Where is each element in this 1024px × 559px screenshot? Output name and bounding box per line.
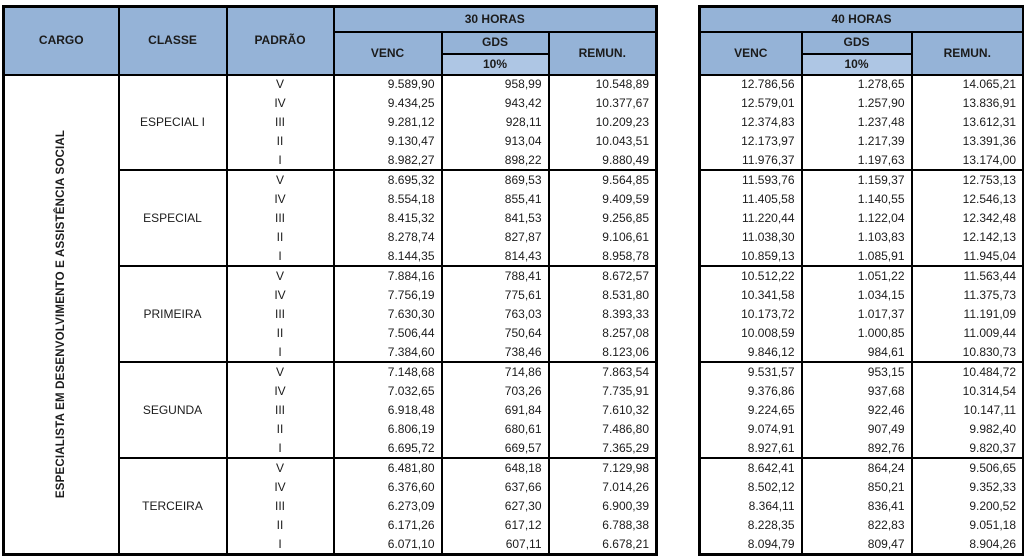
table-row	[4, 75, 657, 94]
gds-40-cell: 1.034,15	[802, 286, 912, 305]
remun-40-cell: 12.546,13	[912, 190, 1024, 209]
remun-40-cell: 13.391,36	[912, 132, 1024, 151]
remun-30-cell: 7.014,26	[549, 477, 657, 496]
remun-30-cell: 7.129,98	[549, 458, 657, 477]
remun-30-cell: 7.610,32	[549, 401, 657, 420]
table-row	[700, 535, 1024, 554]
remun-40-cell: 10.147,11	[912, 401, 1024, 420]
remun-30-cell: 8.393,33	[549, 305, 657, 324]
remun-40-cell: 12.342,48	[912, 209, 1024, 228]
col-header-padrao: PADRÃO	[227, 7, 334, 75]
venc-40-cell: 8.228,35	[700, 516, 802, 535]
gds-30-cell: 607,11	[442, 535, 549, 554]
gds-30-cell: 637,66	[442, 477, 549, 496]
remun-40-cell: 8.904,26	[912, 535, 1024, 554]
padrao-cell: III	[227, 497, 334, 516]
remun-40-cell: 9.506,65	[912, 458, 1024, 477]
table-row	[700, 209, 1024, 228]
gds-40-cell: 850,21	[802, 477, 912, 496]
padrao-cell: I	[227, 439, 334, 458]
gds-30-cell: 750,64	[442, 324, 549, 343]
remun-30-cell: 6.678,21	[549, 535, 657, 554]
remun-40-cell: 9.982,40	[912, 420, 1024, 439]
venc-30-cell: 9.589,90	[334, 75, 442, 94]
venc-40-cell: 10.859,13	[700, 247, 802, 266]
gds-40-cell: 1.217,39	[802, 132, 912, 151]
gds-40-cell: 1.051,22	[802, 266, 912, 285]
gds-30-cell: 827,87	[442, 228, 549, 247]
padrao-cell: V	[227, 266, 334, 285]
remun-40-cell: 9.352,33	[912, 477, 1024, 496]
gds-30-cell: 898,22	[442, 151, 549, 170]
table-row	[700, 516, 1024, 535]
gds-30-cell: 627,30	[442, 497, 549, 516]
remun-30-cell: 8.123,06	[549, 343, 657, 362]
gds-30-cell: 928,11	[442, 113, 549, 132]
venc-40-cell: 9.846,12	[700, 343, 802, 362]
gds-40-cell: 1.237,48	[802, 113, 912, 132]
gds-40-cell: 907,49	[802, 420, 912, 439]
gds-30-cell: 913,04	[442, 132, 549, 151]
venc-40-cell: 8.502,12	[700, 477, 802, 496]
venc-30-cell: 8.144,35	[334, 247, 442, 266]
padrao-cell: II	[227, 420, 334, 439]
remun-30-cell: 9.106,61	[549, 228, 657, 247]
remun-30-cell: 7.486,80	[549, 420, 657, 439]
padrao-cell: IV	[227, 382, 334, 401]
venc-30-cell: 6.171,26	[334, 516, 442, 535]
table-row	[700, 132, 1024, 151]
venc-40-cell: 9.224,65	[700, 401, 802, 420]
table-row	[700, 458, 1024, 477]
classe-cell: SEGUNDA	[119, 362, 227, 458]
col-header-venc-30: VENC	[334, 32, 442, 75]
table-row	[700, 266, 1024, 285]
venc-30-cell: 7.630,30	[334, 305, 442, 324]
cargo-vertical-label: ESPECIALISTA EM DESENVOLVIMENTO E ASSISTÊNCIA SOCIAL	[55, 129, 68, 499]
classe-cell: PRIMEIRA	[119, 266, 227, 362]
remun-40-cell: 9.820,37	[912, 439, 1024, 458]
remun-40-cell: 12.753,13	[912, 170, 1024, 189]
venc-40-cell: 9.074,91	[700, 420, 802, 439]
table-row	[700, 305, 1024, 324]
venc-40-cell: 12.786,56	[700, 75, 802, 94]
remun-40-cell: 11.563,44	[912, 266, 1024, 285]
remun-30-cell: 9.256,85	[549, 209, 657, 228]
remun-40-cell: 12.142,13	[912, 228, 1024, 247]
col-header-gds-pct-30: 10%	[442, 54, 549, 75]
padrao-cell: IV	[227, 190, 334, 209]
col-header-gds-30: GDS	[442, 32, 549, 54]
venc-30-cell: 6.376,60	[334, 477, 442, 496]
gds-30-cell: 943,42	[442, 94, 549, 113]
gds-40-cell: 922,46	[802, 401, 912, 420]
venc-30-cell: 7.506,44	[334, 324, 442, 343]
padrao-cell: I	[227, 343, 334, 362]
gds-30-cell: 814,43	[442, 247, 549, 266]
table-row	[700, 170, 1024, 189]
gds-30-cell: 648,18	[442, 458, 549, 477]
col-header-gds-40: GDS	[802, 32, 912, 54]
remun-40-cell: 13.174,00	[912, 151, 1024, 170]
gds-40-cell: 1.122,04	[802, 209, 912, 228]
table-row	[700, 324, 1024, 343]
remun-40-cell: 9.051,18	[912, 516, 1024, 535]
gds-30-cell: 958,99	[442, 75, 549, 94]
venc-40-cell: 11.038,30	[700, 228, 802, 247]
table-row	[700, 113, 1024, 132]
venc-30-cell: 7.148,68	[334, 362, 442, 381]
venc-40-cell: 10.341,58	[700, 286, 802, 305]
remun-30-cell: 8.672,57	[549, 266, 657, 285]
table-row	[700, 420, 1024, 439]
padrao-cell: I	[227, 535, 334, 554]
gds-40-cell: 1.278,65	[802, 75, 912, 94]
gds-30-cell: 703,26	[442, 382, 549, 401]
remun-30-cell: 10.043,51	[549, 132, 657, 151]
gds-40-cell: 864,24	[802, 458, 912, 477]
venc-30-cell: 9.130,47	[334, 132, 442, 151]
padrao-cell: III	[227, 305, 334, 324]
venc-30-cell: 8.695,32	[334, 170, 442, 189]
padrao-cell: IV	[227, 477, 334, 496]
venc-40-cell: 10.173,72	[700, 305, 802, 324]
table-row	[700, 75, 1024, 94]
padrao-cell: V	[227, 170, 334, 189]
remun-40-cell: 10.830,73	[912, 343, 1024, 362]
venc-30-cell: 6.806,19	[334, 420, 442, 439]
remun-40-cell: 10.484,72	[912, 362, 1024, 381]
remun-40-cell: 10.314,54	[912, 382, 1024, 401]
table-row	[700, 190, 1024, 209]
gds-30-cell: 680,61	[442, 420, 549, 439]
table-title-30-horas: 30 HORAS	[334, 7, 657, 32]
gds-30-cell: 869,53	[442, 170, 549, 189]
gds-40-cell: 984,61	[802, 343, 912, 362]
remun-40-cell: 11.191,09	[912, 305, 1024, 324]
col-header-venc-40: VENC	[700, 32, 802, 75]
gds-40-cell: 1.085,91	[802, 247, 912, 266]
venc-40-cell: 8.094,79	[700, 535, 802, 554]
padrao-cell: V	[227, 362, 334, 381]
remun-30-cell: 6.788,38	[549, 516, 657, 535]
remun-40-cell: 13.612,31	[912, 113, 1024, 132]
gds-30-cell: 763,03	[442, 305, 549, 324]
remun-30-cell: 10.548,89	[549, 75, 657, 94]
venc-40-cell: 11.220,44	[700, 209, 802, 228]
remun-30-cell: 9.409,59	[549, 190, 657, 209]
padrao-cell: III	[227, 113, 334, 132]
venc-40-cell: 8.927,61	[700, 439, 802, 458]
padrao-cell: II	[227, 516, 334, 535]
remun-30-cell: 7.863,54	[549, 362, 657, 381]
venc-40-cell: 10.512,22	[700, 266, 802, 285]
remun-40-cell: 11.009,44	[912, 324, 1024, 343]
gds-40-cell: 1.000,85	[802, 324, 912, 343]
classe-cell: ESPECIAL I	[119, 75, 227, 171]
padrao-cell: V	[227, 75, 334, 94]
venc-30-cell: 8.982,27	[334, 151, 442, 170]
venc-30-cell: 7.756,19	[334, 286, 442, 305]
venc-30-cell: 6.273,09	[334, 497, 442, 516]
venc-30-cell: 6.695,72	[334, 439, 442, 458]
remun-30-cell: 9.880,49	[549, 151, 657, 170]
remun-30-cell: 6.900,39	[549, 497, 657, 516]
venc-30-cell: 9.281,12	[334, 113, 442, 132]
venc-40-cell: 8.364,11	[700, 497, 802, 516]
gds-30-cell: 617,12	[442, 516, 549, 535]
classe-cell: TERCEIRA	[119, 458, 227, 554]
padrao-cell: III	[227, 209, 334, 228]
remun-30-cell: 7.735,91	[549, 382, 657, 401]
padrao-cell: IV	[227, 286, 334, 305]
padrao-cell: V	[227, 458, 334, 477]
table-row	[700, 439, 1024, 458]
table-row	[700, 247, 1024, 266]
remun-30-cell: 8.531,80	[549, 286, 657, 305]
gds-40-cell: 1.197,63	[802, 151, 912, 170]
padrao-cell: IV	[227, 94, 334, 113]
padrao-cell: I	[227, 247, 334, 266]
table-row	[700, 228, 1024, 247]
venc-30-cell: 9.434,25	[334, 94, 442, 113]
gds-40-cell: 809,47	[802, 535, 912, 554]
col-header-cargo: CARGO	[4, 7, 119, 75]
venc-30-cell: 7.032,65	[334, 382, 442, 401]
gds-30-cell: 714,86	[442, 362, 549, 381]
gds-30-cell: 669,57	[442, 439, 549, 458]
venc-30-cell: 6.071,10	[334, 535, 442, 554]
table-row	[700, 286, 1024, 305]
venc-40-cell: 11.593,76	[700, 170, 802, 189]
table-row	[700, 382, 1024, 401]
venc-40-cell: 12.374,83	[700, 113, 802, 132]
gds-40-cell: 836,41	[802, 497, 912, 516]
gds-30-cell: 841,53	[442, 209, 549, 228]
remun-40-cell: 11.945,04	[912, 247, 1024, 266]
remun-40-cell: 13.836,91	[912, 94, 1024, 113]
col-header-remun-30: REMUN.	[549, 32, 657, 75]
venc-30-cell: 7.884,16	[334, 266, 442, 285]
classe-cell: ESPECIAL	[119, 170, 227, 266]
table-row	[700, 343, 1024, 362]
gds-40-cell: 937,68	[802, 382, 912, 401]
table-row	[700, 94, 1024, 113]
table-row	[700, 151, 1024, 170]
remun-40-cell: 14.065,21	[912, 75, 1024, 94]
venc-40-cell: 9.376,86	[700, 382, 802, 401]
gds-30-cell: 788,41	[442, 266, 549, 285]
padrao-cell: III	[227, 401, 334, 420]
gds-40-cell: 1.257,90	[802, 94, 912, 113]
remun-40-cell: 9.200,52	[912, 497, 1024, 516]
remun-30-cell: 10.377,67	[549, 94, 657, 113]
venc-40-cell: 12.173,97	[700, 132, 802, 151]
venc-30-cell: 8.415,32	[334, 209, 442, 228]
gds-30-cell: 775,61	[442, 286, 549, 305]
padrao-cell: II	[227, 228, 334, 247]
gds-30-cell: 855,41	[442, 190, 549, 209]
venc-40-cell: 9.531,57	[700, 362, 802, 381]
venc-40-cell: 10.008,59	[700, 324, 802, 343]
padrao-cell: II	[227, 324, 334, 343]
remun-30-cell: 10.209,23	[549, 113, 657, 132]
venc-30-cell: 6.918,48	[334, 401, 442, 420]
venc-30-cell: 7.384,60	[334, 343, 442, 362]
remun-30-cell: 8.958,78	[549, 247, 657, 266]
cargo-cell	[4, 75, 119, 555]
table-row	[700, 477, 1024, 496]
gds-30-cell: 691,84	[442, 401, 549, 420]
venc-30-cell: 8.554,18	[334, 190, 442, 209]
venc-30-cell: 8.278,74	[334, 228, 442, 247]
venc-40-cell: 11.976,37	[700, 151, 802, 170]
col-header-classe: CLASSE	[119, 7, 227, 75]
col-header-gds-pct-40: 10%	[802, 54, 912, 75]
col-header-remun-40: REMUN.	[912, 32, 1024, 75]
table-40-horas	[698, 5, 1024, 556]
gds-40-cell: 1.017,37	[802, 305, 912, 324]
gds-40-cell: 953,15	[802, 362, 912, 381]
table-row	[700, 362, 1024, 381]
table-title-40-horas: 40 HORAS	[700, 7, 1024, 32]
gds-40-cell: 1.140,55	[802, 190, 912, 209]
remun-30-cell: 9.564,85	[549, 170, 657, 189]
padrao-cell: II	[227, 132, 334, 151]
padrao-cell: I	[227, 151, 334, 170]
venc-30-cell: 6.481,80	[334, 458, 442, 477]
gds-40-cell: 1.103,83	[802, 228, 912, 247]
gds-40-cell: 892,76	[802, 439, 912, 458]
venc-40-cell: 11.405,58	[700, 190, 802, 209]
gds-40-cell: 1.159,37	[802, 170, 912, 189]
remun-30-cell: 8.257,08	[549, 324, 657, 343]
venc-40-cell: 8.642,41	[700, 458, 802, 477]
remun-30-cell: 7.365,29	[549, 439, 657, 458]
gds-30-cell: 738,46	[442, 343, 549, 362]
remun-40-cell: 11.375,73	[912, 286, 1024, 305]
table-row	[700, 497, 1024, 516]
table-30-horas	[2, 5, 658, 556]
gds-40-cell: 822,83	[802, 516, 912, 535]
venc-40-cell: 12.579,01	[700, 94, 802, 113]
table-row	[700, 401, 1024, 420]
